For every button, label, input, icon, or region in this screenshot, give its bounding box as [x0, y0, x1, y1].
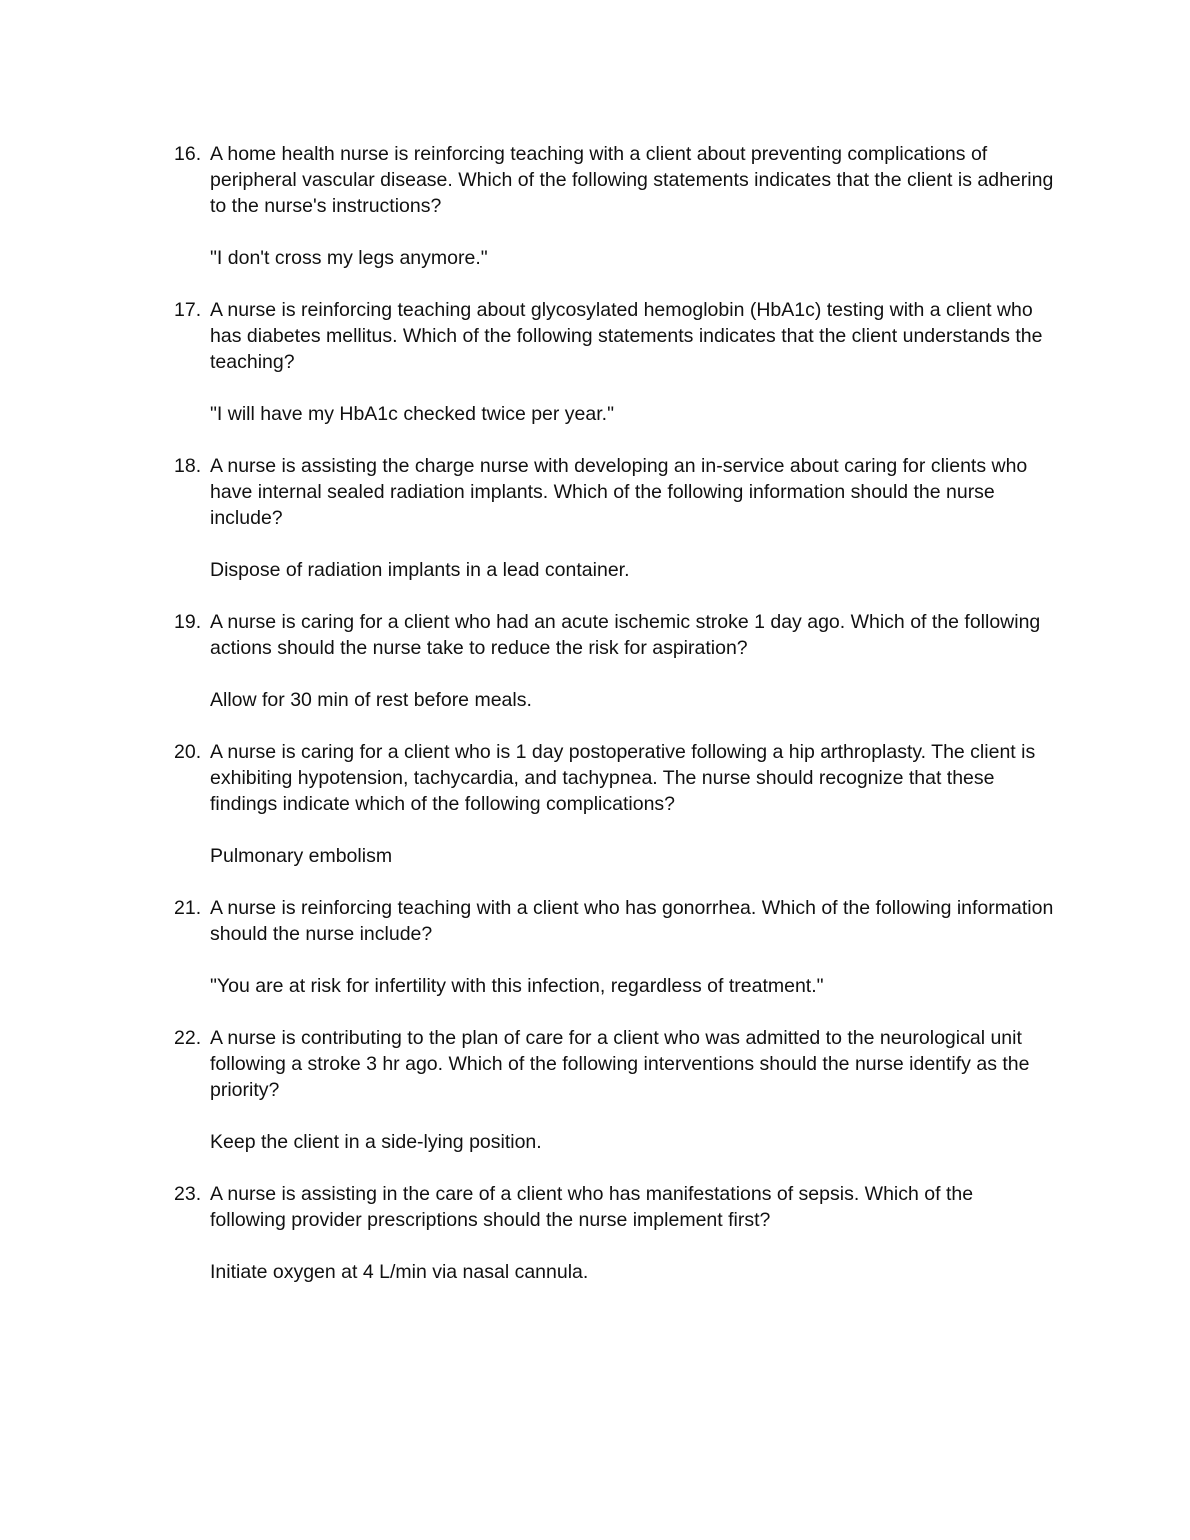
question-number: 22. — [174, 1027, 202, 1049]
answer-text: "I will have my HbA1c checked twice per year." — [210, 403, 615, 425]
answer-text: Allow for 30 min of rest before meals. — [210, 689, 532, 711]
question-text: A nurse is contributing to the plan of care for a client who was admitted to the neurological unit following a stroke 3 hr ago. Which of the following interventions should the nurse identify as the priority? — [210, 1027, 1030, 1101]
question-item — [174, 895, 1054, 999]
question-number: 16. — [174, 143, 202, 165]
question-item — [174, 141, 1054, 271]
question-list — [174, 141, 1054, 1311]
question-item — [174, 609, 1054, 713]
question-number: 20. — [174, 741, 202, 763]
question-item — [174, 1181, 1054, 1285]
question-number: 17. — [174, 299, 202, 321]
answer-text: Keep the client in a side-lying position. — [210, 1131, 542, 1153]
question-text: A nurse is caring for a client who had an acute ischemic stroke 1 day ago. Which of the following actions should the nurse take to reduce the risk for aspiration? — [210, 611, 1041, 659]
answer-text: Dispose of radiation implants in a lead container. — [210, 559, 630, 581]
answer-text: "I don't cross my legs anymore." — [210, 247, 488, 269]
question-text: A nurse is assisting in the care of a client who has manifestations of sepsis. Which of the following provider prescriptions should the nurse implement first? — [210, 1183, 974, 1231]
answer-text: Pulmonary embolism — [210, 845, 393, 867]
question-item — [174, 739, 1054, 869]
question-text: A nurse is assisting the charge nurse with developing an in-service about caring for clients who have internal sealed radiation implants. Which of the following information should the nurse include? — [210, 455, 1028, 529]
answer-text: Initiate oxygen at 4 L/min via nasal cannula. — [210, 1261, 589, 1283]
question-item — [174, 453, 1054, 583]
question-item — [174, 1025, 1054, 1155]
question-number: 21. — [174, 897, 202, 919]
question-number: 19. — [174, 611, 202, 633]
question-number: 23. — [174, 1183, 202, 1205]
question-text: A nurse is caring for a client who is 1 day postoperative following a hip arthroplasty. The client is exhibiting hypotension, tachycardia, and tachypnea. The nurse should recognize that these findings indicate which of the following complications? — [210, 741, 1036, 815]
question-text: A home health nurse is reinforcing teaching with a client about preventing complications of peripheral vascular disease. Which of the following statements indicates that the client is adhering to the nurse's instructions? — [210, 143, 1054, 217]
question-text: A nurse is reinforcing teaching with a client who has gonorrhea. Which of the following information should the nurse include? — [210, 897, 1054, 945]
question-item — [174, 297, 1054, 427]
question-text: A nurse is reinforcing teaching about glycosylated hemoglobin (HbA1c) testing with a client who has diabetes mellitus. Which of the following statements indicates that the client understands the teaching? — [210, 299, 1043, 373]
answer-text: "You are at risk for infertility with this infection, regardless of treatment." — [210, 975, 824, 997]
question-number: 18. — [174, 455, 202, 477]
